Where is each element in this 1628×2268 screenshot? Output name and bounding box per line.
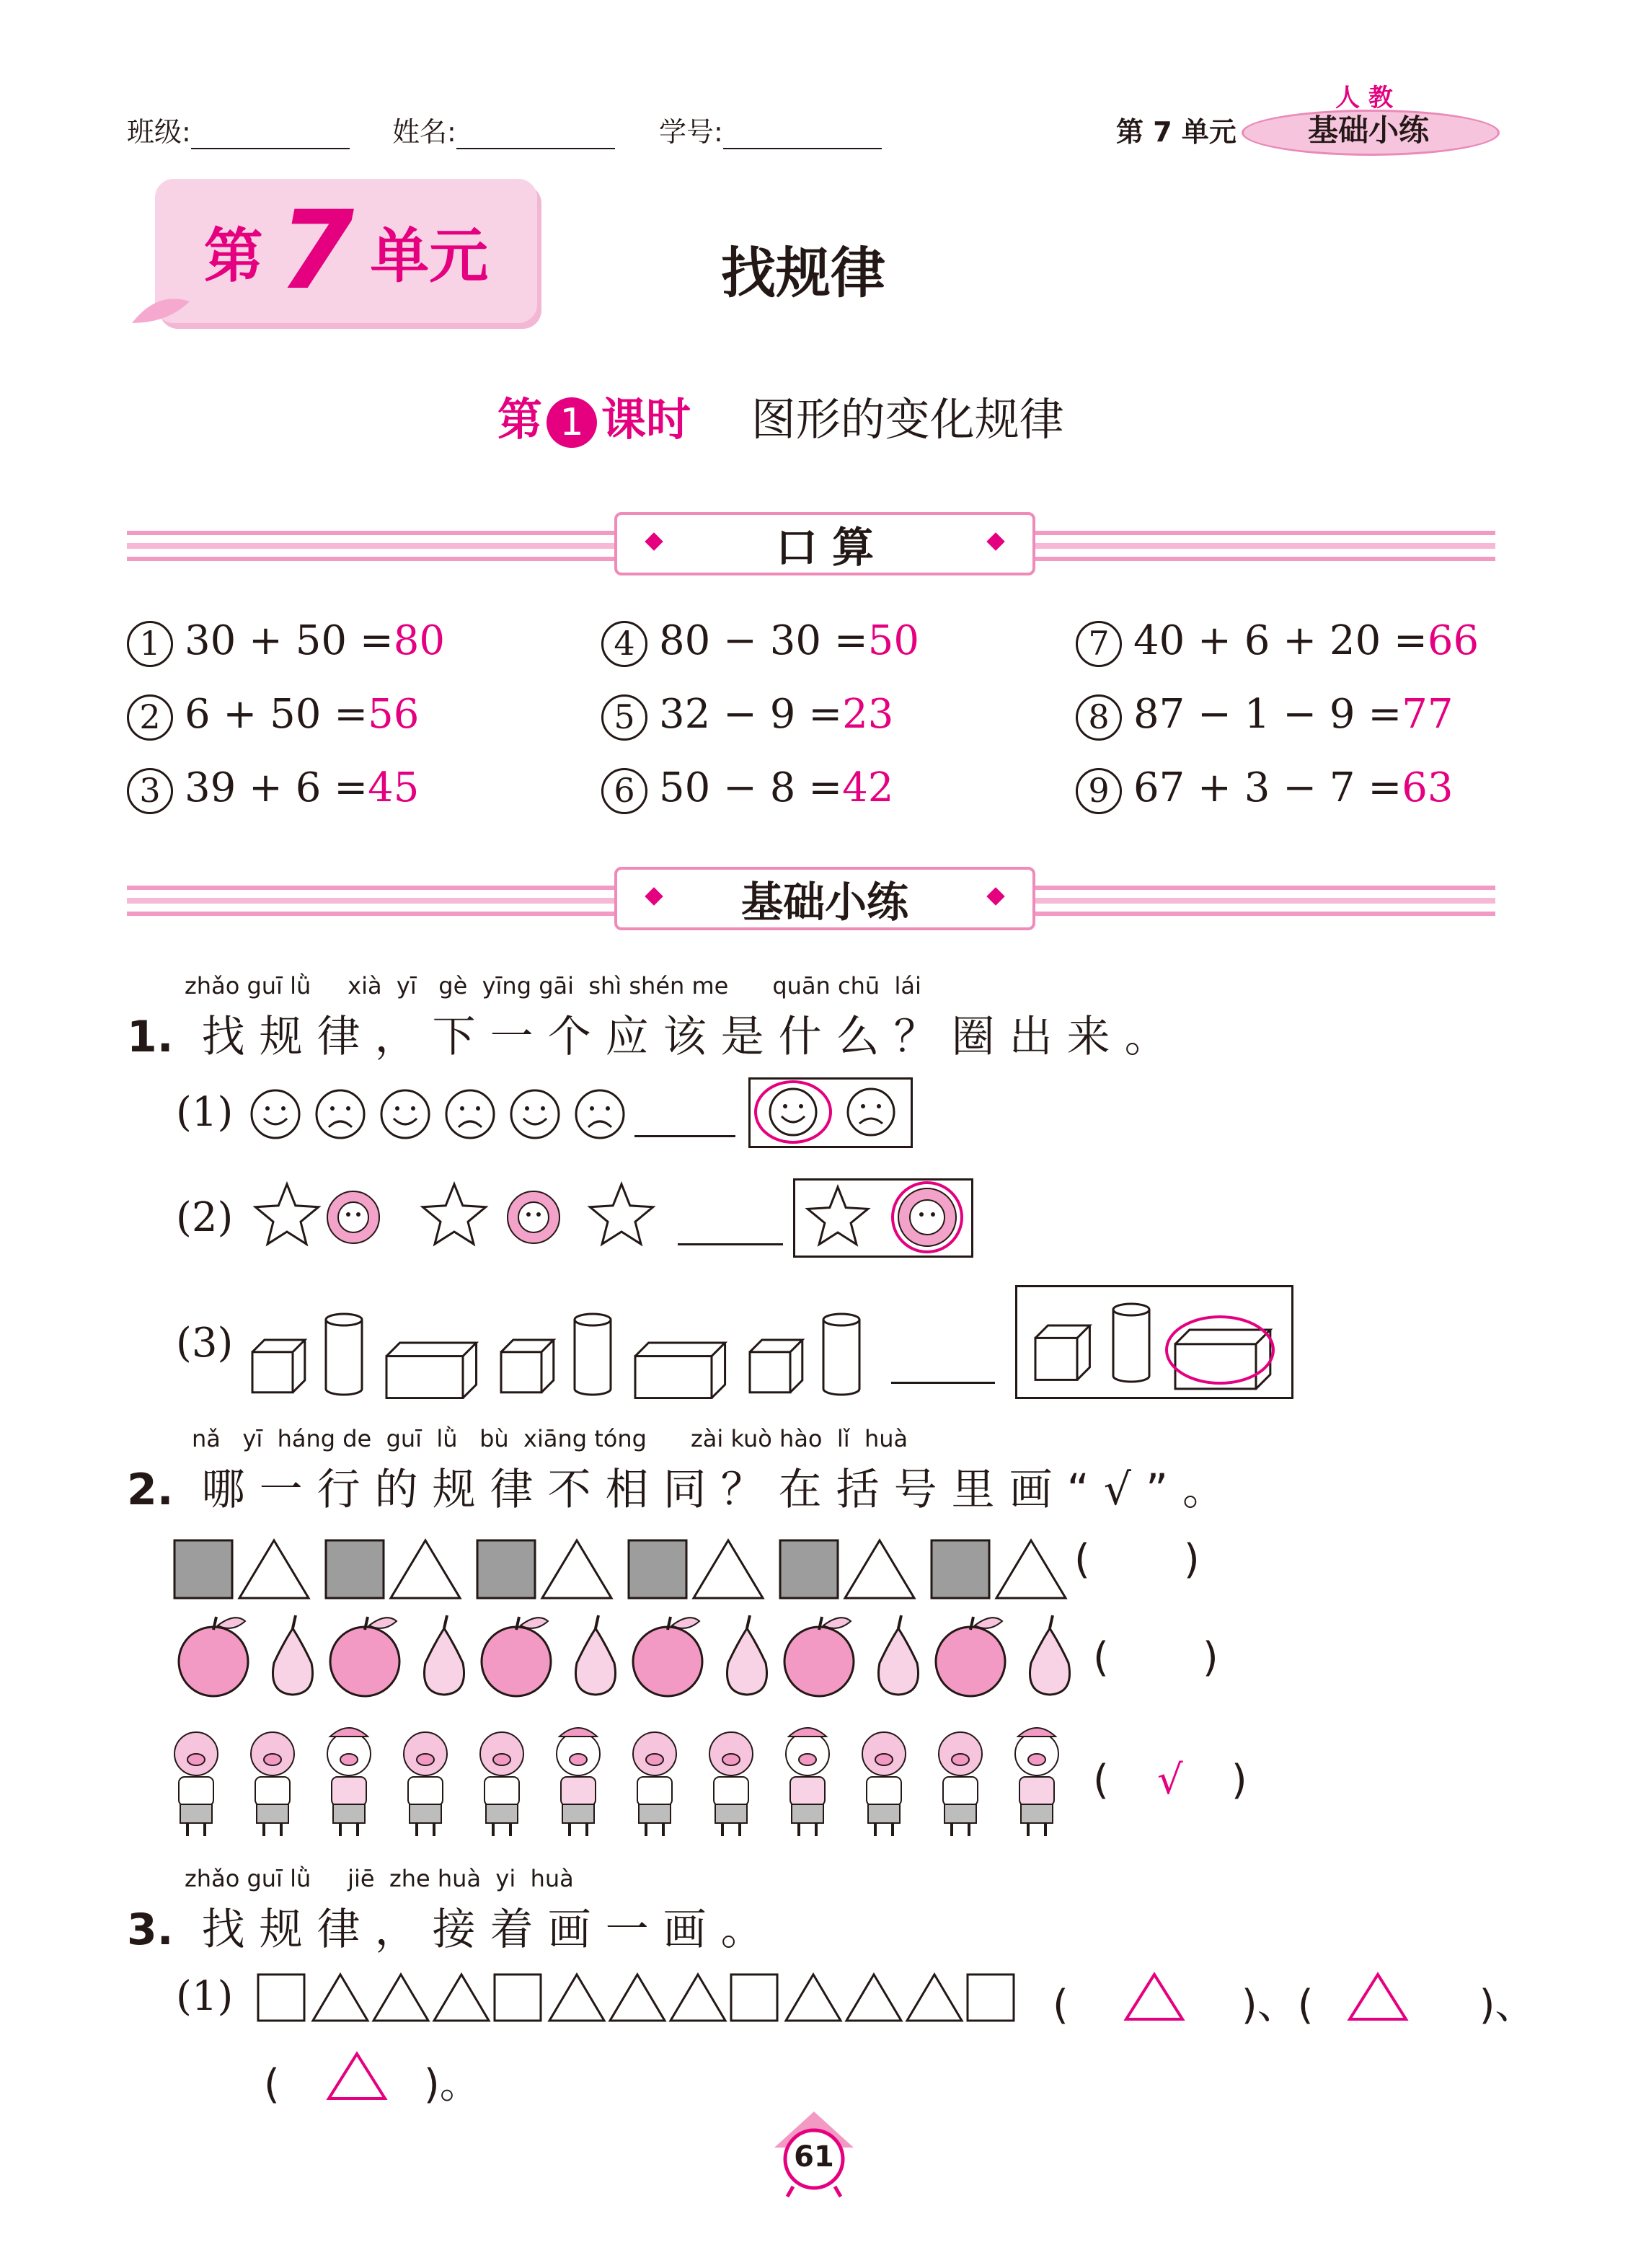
oral-item-number: 8	[1076, 694, 1122, 741]
oral-expression: 6 + 50 =	[185, 691, 368, 738]
star-icon[interactable]	[808, 1187, 868, 1245]
square-icon	[174, 1540, 232, 1598]
oral-item-number: 6	[601, 768, 647, 814]
paren-open: (	[1053, 1982, 1069, 2029]
unit-number: 7	[278, 188, 355, 314]
oral-item	[1076, 691, 1454, 741]
oral-item	[127, 764, 419, 814]
cuboid-icon	[1175, 1330, 1270, 1389]
cuboid-icon	[635, 1343, 725, 1398]
sad-face-icon[interactable]	[848, 1089, 894, 1135]
q3-prompt: 找规律，接着画一画。	[201, 1905, 779, 1955]
q1-text	[127, 1002, 1182, 1064]
cylinder-icon	[1113, 1304, 1149, 1382]
pear-icon	[424, 1615, 464, 1695]
paren-open: (	[264, 2061, 280, 2108]
square-icon	[258, 1974, 304, 2021]
sad-face-icon	[576, 1090, 624, 1138]
oral-item	[127, 691, 419, 741]
apple-icon	[784, 1617, 854, 1696]
pig-with-hat-icon	[1015, 1728, 1058, 1836]
lesson-heading	[497, 384, 1064, 448]
pig-with-hat-icon	[327, 1728, 371, 1836]
q3-sequence	[257, 1969, 1057, 2026]
pig-icon	[939, 1732, 982, 1836]
triangle-icon	[324, 2048, 389, 2103]
triangle-icon	[1122, 1969, 1187, 2024]
triangle-icon	[239, 1540, 309, 1598]
pear-icon	[727, 1615, 766, 1695]
lion-icon[interactable]	[898, 1188, 956, 1246]
page-number: 61	[794, 2140, 834, 2174]
triangle-icon	[313, 1974, 368, 2021]
paren-close: )。	[423, 2061, 480, 2108]
pig-with-hat-icon	[786, 1728, 829, 1836]
q2-row3-paren	[1093, 1757, 1247, 1804]
lesson-prefix: 第	[497, 393, 543, 446]
class-label: 班级:	[127, 116, 191, 148]
section-title-oral	[614, 512, 1035, 575]
section-title-basic	[614, 867, 1035, 930]
q2-row1-paren	[1074, 1536, 1200, 1583]
class-field	[127, 110, 350, 149]
oral-expression: 40 + 6 + 20 =	[1133, 617, 1428, 664]
cube-icon	[501, 1340, 554, 1393]
oral-expression: 87 − 1 − 9 =	[1133, 691, 1402, 738]
q1-sub1-label: (1)	[176, 1089, 234, 1136]
pig-icon	[251, 1732, 294, 1836]
paren-close: )、	[1479, 1982, 1536, 2029]
q3-number: 3.	[127, 1905, 174, 1955]
pig-icon	[862, 1732, 906, 1836]
cylinder-icon	[575, 1314, 611, 1395]
page-title: 找规律	[721, 241, 885, 305]
q1-sub1-option-faces	[748, 1077, 911, 1147]
smile-face-icon	[511, 1090, 559, 1138]
oral-item	[601, 617, 919, 667]
triangle-icon	[846, 1974, 901, 2021]
star-icon	[255, 1184, 318, 1244]
oral-answer[interactable]: 66	[1427, 617, 1479, 664]
sad-face-icon	[446, 1090, 494, 1138]
q2-row2-paren	[1093, 1634, 1218, 1681]
oral-expression: 50 − 8 =	[659, 764, 843, 811]
q1-number: 1.	[127, 1012, 174, 1062]
name-field	[392, 110, 615, 149]
unit-label	[155, 179, 537, 323]
oral-item-number: 2	[127, 694, 173, 741]
square-icon	[629, 1540, 686, 1598]
class-blank[interactable]	[191, 119, 350, 149]
sad-face-icon	[317, 1090, 364, 1138]
apple-icon	[179, 1617, 248, 1696]
cube-icon	[252, 1340, 305, 1393]
unit-chip: 第 7 单元	[1116, 116, 1237, 148]
pig-icon	[404, 1732, 447, 1836]
student-id-blank[interactable]	[723, 119, 882, 149]
face-sequence	[245, 1082, 634, 1147]
triangle-icon	[549, 1974, 604, 2021]
cylinder-icon	[326, 1314, 362, 1395]
paren-open: (	[1093, 1634, 1109, 1681]
oral-answer[interactable]: 50	[867, 617, 920, 664]
triangle-icon	[542, 1540, 611, 1598]
star-lion-sequence	[245, 1175, 678, 1255]
oral-item-number: 3	[127, 768, 173, 814]
cube-icon	[1035, 1325, 1089, 1380]
pear-icon	[273, 1615, 312, 1695]
q2-prompt: 哪一行的规律不相同？在括号里画“√”。	[201, 1465, 1241, 1515]
solid-sequence	[245, 1305, 894, 1399]
oral-item	[601, 691, 893, 741]
q1-sub2-blank[interactable]	[678, 1219, 783, 1245]
smile-face-icon	[381, 1090, 429, 1138]
apple-icon	[330, 1617, 399, 1696]
lesson-name: 图形的变化规律	[751, 393, 1064, 446]
square-icon	[477, 1540, 535, 1598]
oral-item-number: 9	[1076, 768, 1122, 814]
diamond-icon	[986, 532, 1004, 550]
triangle-icon	[671, 1974, 725, 2021]
pear-icon	[575, 1615, 615, 1695]
star-icon	[590, 1184, 652, 1244]
q1-prompt: 找规律，下一个应该是什么？圈出来。	[201, 1012, 1182, 1062]
triangle-icon	[373, 1974, 428, 2021]
oral-item-number: 4	[601, 621, 647, 667]
answer-circle	[756, 1082, 831, 1142]
triangle-icon	[610, 1974, 665, 2021]
square-icon	[326, 1540, 384, 1598]
oral-expression: 32 − 9 =	[659, 691, 843, 738]
unit-prefix: 第	[203, 221, 263, 291]
pig-icon	[480, 1732, 523, 1836]
oral-item-number: 7	[1076, 621, 1122, 667]
oral-item	[1076, 617, 1479, 667]
oral-answer[interactable]: 42	[842, 764, 894, 811]
q3-text	[127, 1895, 779, 1957]
square-icon	[968, 1974, 1014, 2021]
lesson-number: 1	[547, 397, 597, 448]
lesson-suffix: 课时	[601, 393, 691, 446]
section-basic-label: 基础小练	[740, 878, 908, 927]
pig-with-hat-icon	[557, 1728, 600, 1836]
triangle-icon	[391, 1540, 460, 1598]
diamond-icon	[645, 887, 663, 905]
section-oral-label: 口 算	[775, 523, 875, 572]
student-id-label: 学号:	[659, 116, 723, 148]
oral-answer[interactable]: 23	[842, 691, 894, 738]
triangle-icon	[694, 1540, 763, 1598]
pear-icon	[1030, 1615, 1069, 1695]
oral-answer[interactable]: 80	[393, 617, 446, 664]
oral-answer[interactable]: 77	[1402, 691, 1454, 738]
diamond-icon	[645, 532, 663, 550]
q2-text	[127, 1455, 1240, 1517]
triangle-icon	[996, 1540, 1066, 1598]
triangle-icon	[845, 1540, 914, 1598]
pig-icon	[709, 1732, 753, 1836]
triangle-icon	[434, 1974, 489, 2021]
pig-icon	[174, 1732, 218, 1836]
triangle-icon	[786, 1974, 841, 2021]
oral-expression: 67 + 3 − 7 =	[1133, 764, 1402, 811]
q1-pinyin: zhǎo guī lǜ xià yī gè yīng gāi shì shén me quān chū lái	[185, 972, 921, 1000]
name-label: 姓名:	[392, 116, 456, 148]
paren-close: )	[1231, 1757, 1247, 1804]
diamond-icon	[986, 887, 1004, 905]
q2-number: 2.	[127, 1465, 174, 1515]
triangle-icon	[907, 1974, 962, 2021]
star-icon	[423, 1184, 485, 1244]
square-icon	[495, 1974, 541, 2021]
q1-sub2-option-shapes	[793, 1178, 972, 1256]
oral-expression: 39 + 6 =	[185, 764, 368, 811]
oral-item	[601, 764, 893, 814]
pear-icon	[878, 1615, 918, 1695]
apple-pear-row	[173, 1612, 1081, 1699]
q1-sub2-label: (2)	[176, 1194, 234, 1241]
smile-face-icon[interactable]	[770, 1089, 816, 1135]
student-id-field	[659, 110, 882, 149]
oral-expression: 80 − 30 =	[659, 617, 868, 664]
q1-sub3-option-solids	[1015, 1285, 1292, 1398]
cylinder-icon	[823, 1314, 859, 1395]
oral-answer[interactable]: 45	[368, 764, 420, 811]
paren-open: (	[1093, 1757, 1109, 1804]
q3-sub1-label: (1)	[176, 1973, 234, 2020]
square-icon	[780, 1540, 838, 1598]
triangle-icon	[1345, 1969, 1410, 2024]
lion-icon	[508, 1191, 559, 1243]
cuboid-icon	[386, 1343, 477, 1398]
q2-pinyin: nǎ yī háng de guī lǜ bù xiāng tóng zài kuò hào lǐ huà	[192, 1425, 908, 1452]
oral-item-number: 5	[601, 694, 647, 741]
q1-sub3-blank[interactable]	[891, 1356, 995, 1384]
square-icon	[932, 1540, 989, 1598]
square-icon	[731, 1974, 777, 2021]
oral-answer[interactable]: 56	[368, 691, 420, 738]
square-triangle-row	[173, 1535, 1081, 1604]
unit-suffix: 单元	[370, 221, 489, 291]
oral-answer[interactable]: 63	[1402, 764, 1454, 811]
q1-sub3-label: (3)	[176, 1320, 234, 1367]
apple-icon	[482, 1617, 551, 1696]
q3-pinyin: zhǎo guī lǜ jiē zhe huà yi huà	[185, 1865, 574, 1892]
pig-row	[170, 1724, 1079, 1839]
paren-close: )	[1202, 1634, 1218, 1681]
brand-text: 基础小练	[1307, 112, 1429, 148]
q2-row3-answer[interactable]: √	[1157, 1757, 1183, 1804]
oral-item	[1076, 764, 1454, 814]
paren-open: (	[1074, 1536, 1090, 1583]
cube-icon	[750, 1340, 802, 1393]
q1-sub1-blank[interactable]	[634, 1111, 735, 1137]
smile-face-icon	[252, 1090, 299, 1138]
pig-icon	[633, 1732, 676, 1836]
brand-publisher: 人 教	[1335, 84, 1393, 112]
paren-separator: )、(	[1241, 1982, 1314, 2029]
lion-icon	[327, 1191, 379, 1243]
paren-close: )	[1183, 1536, 1200, 1583]
oral-item	[127, 617, 445, 667]
oral-item-number: 1	[127, 621, 173, 667]
apple-icon	[936, 1617, 1005, 1696]
apple-icon	[633, 1617, 702, 1696]
name-blank[interactable]	[456, 119, 615, 149]
oral-expression: 30 + 50 =	[185, 617, 394, 664]
